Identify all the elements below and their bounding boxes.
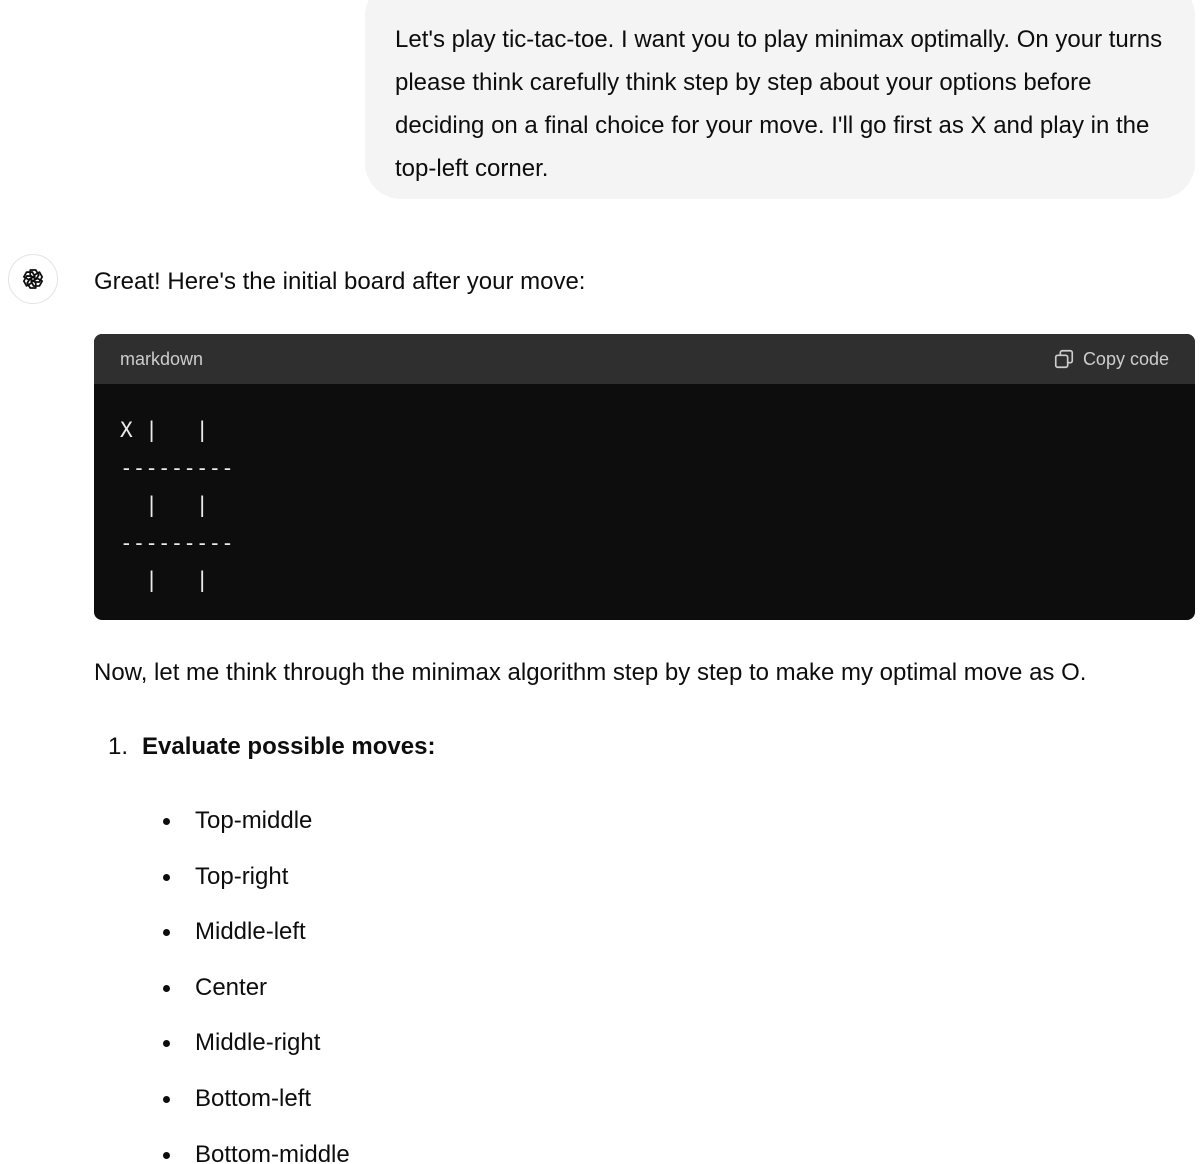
list-item bbox=[160, 803, 350, 859]
copy-code-label: Copy code bbox=[1082, 348, 1169, 369]
code-block-header bbox=[94, 334, 1195, 384]
list-item bbox=[160, 970, 350, 1026]
assistant-paragraph: Now, let me think through the minimax algorithm step by step to make my optimal move as O. bbox=[94, 659, 1087, 686]
assistant-avatar bbox=[8, 254, 58, 304]
bullet-icon bbox=[163, 1040, 170, 1047]
list-item-label: Evaluate possible moves: bbox=[142, 733, 436, 760]
code-language-label: markdown bbox=[120, 348, 204, 369]
move-option: Bottom-left bbox=[195, 1084, 312, 1112]
ordered-list-item bbox=[108, 729, 435, 765]
bullet-icon bbox=[163, 1152, 170, 1159]
user-message-bubble bbox=[365, 0, 1195, 199]
move-option: Bottom-middle bbox=[195, 1140, 350, 1164]
move-option: Middle-right bbox=[195, 1029, 321, 1057]
move-option: Center bbox=[195, 973, 268, 1001]
list-item bbox=[160, 1025, 350, 1081]
openai-logo-icon bbox=[18, 264, 48, 294]
bullet-icon bbox=[163, 929, 170, 936]
bullet-icon bbox=[163, 818, 170, 825]
copy-icon bbox=[1053, 348, 1075, 370]
list-item bbox=[160, 1137, 350, 1164]
copy-code-button[interactable] bbox=[1053, 348, 1169, 370]
code-block bbox=[94, 334, 1195, 620]
move-option: Middle-left bbox=[195, 918, 306, 946]
bullet-icon bbox=[163, 874, 170, 881]
user-message-text: Let's play tic-tac-toe. I want you to play minimax optimally. On your turns please think carefully think step by step about your options before deciding on a final choice for your move. I'll go first as X and play in the top-left corner. bbox=[395, 26, 1163, 182]
list-item bbox=[160, 859, 350, 915]
move-option: Top-right bbox=[195, 862, 289, 890]
code-content: X | | --------- | | --------- | | bbox=[120, 418, 234, 592]
assistant-intro-text: Great! Here's the initial board after your move: bbox=[94, 268, 586, 295]
moves-list bbox=[160, 803, 350, 1164]
list-item bbox=[160, 1081, 350, 1137]
list-number: 1. bbox=[108, 733, 129, 760]
list-item bbox=[160, 914, 350, 970]
bullet-icon bbox=[163, 985, 170, 992]
move-option: Top-middle bbox=[195, 807, 313, 834]
bullet-icon bbox=[163, 1096, 170, 1103]
